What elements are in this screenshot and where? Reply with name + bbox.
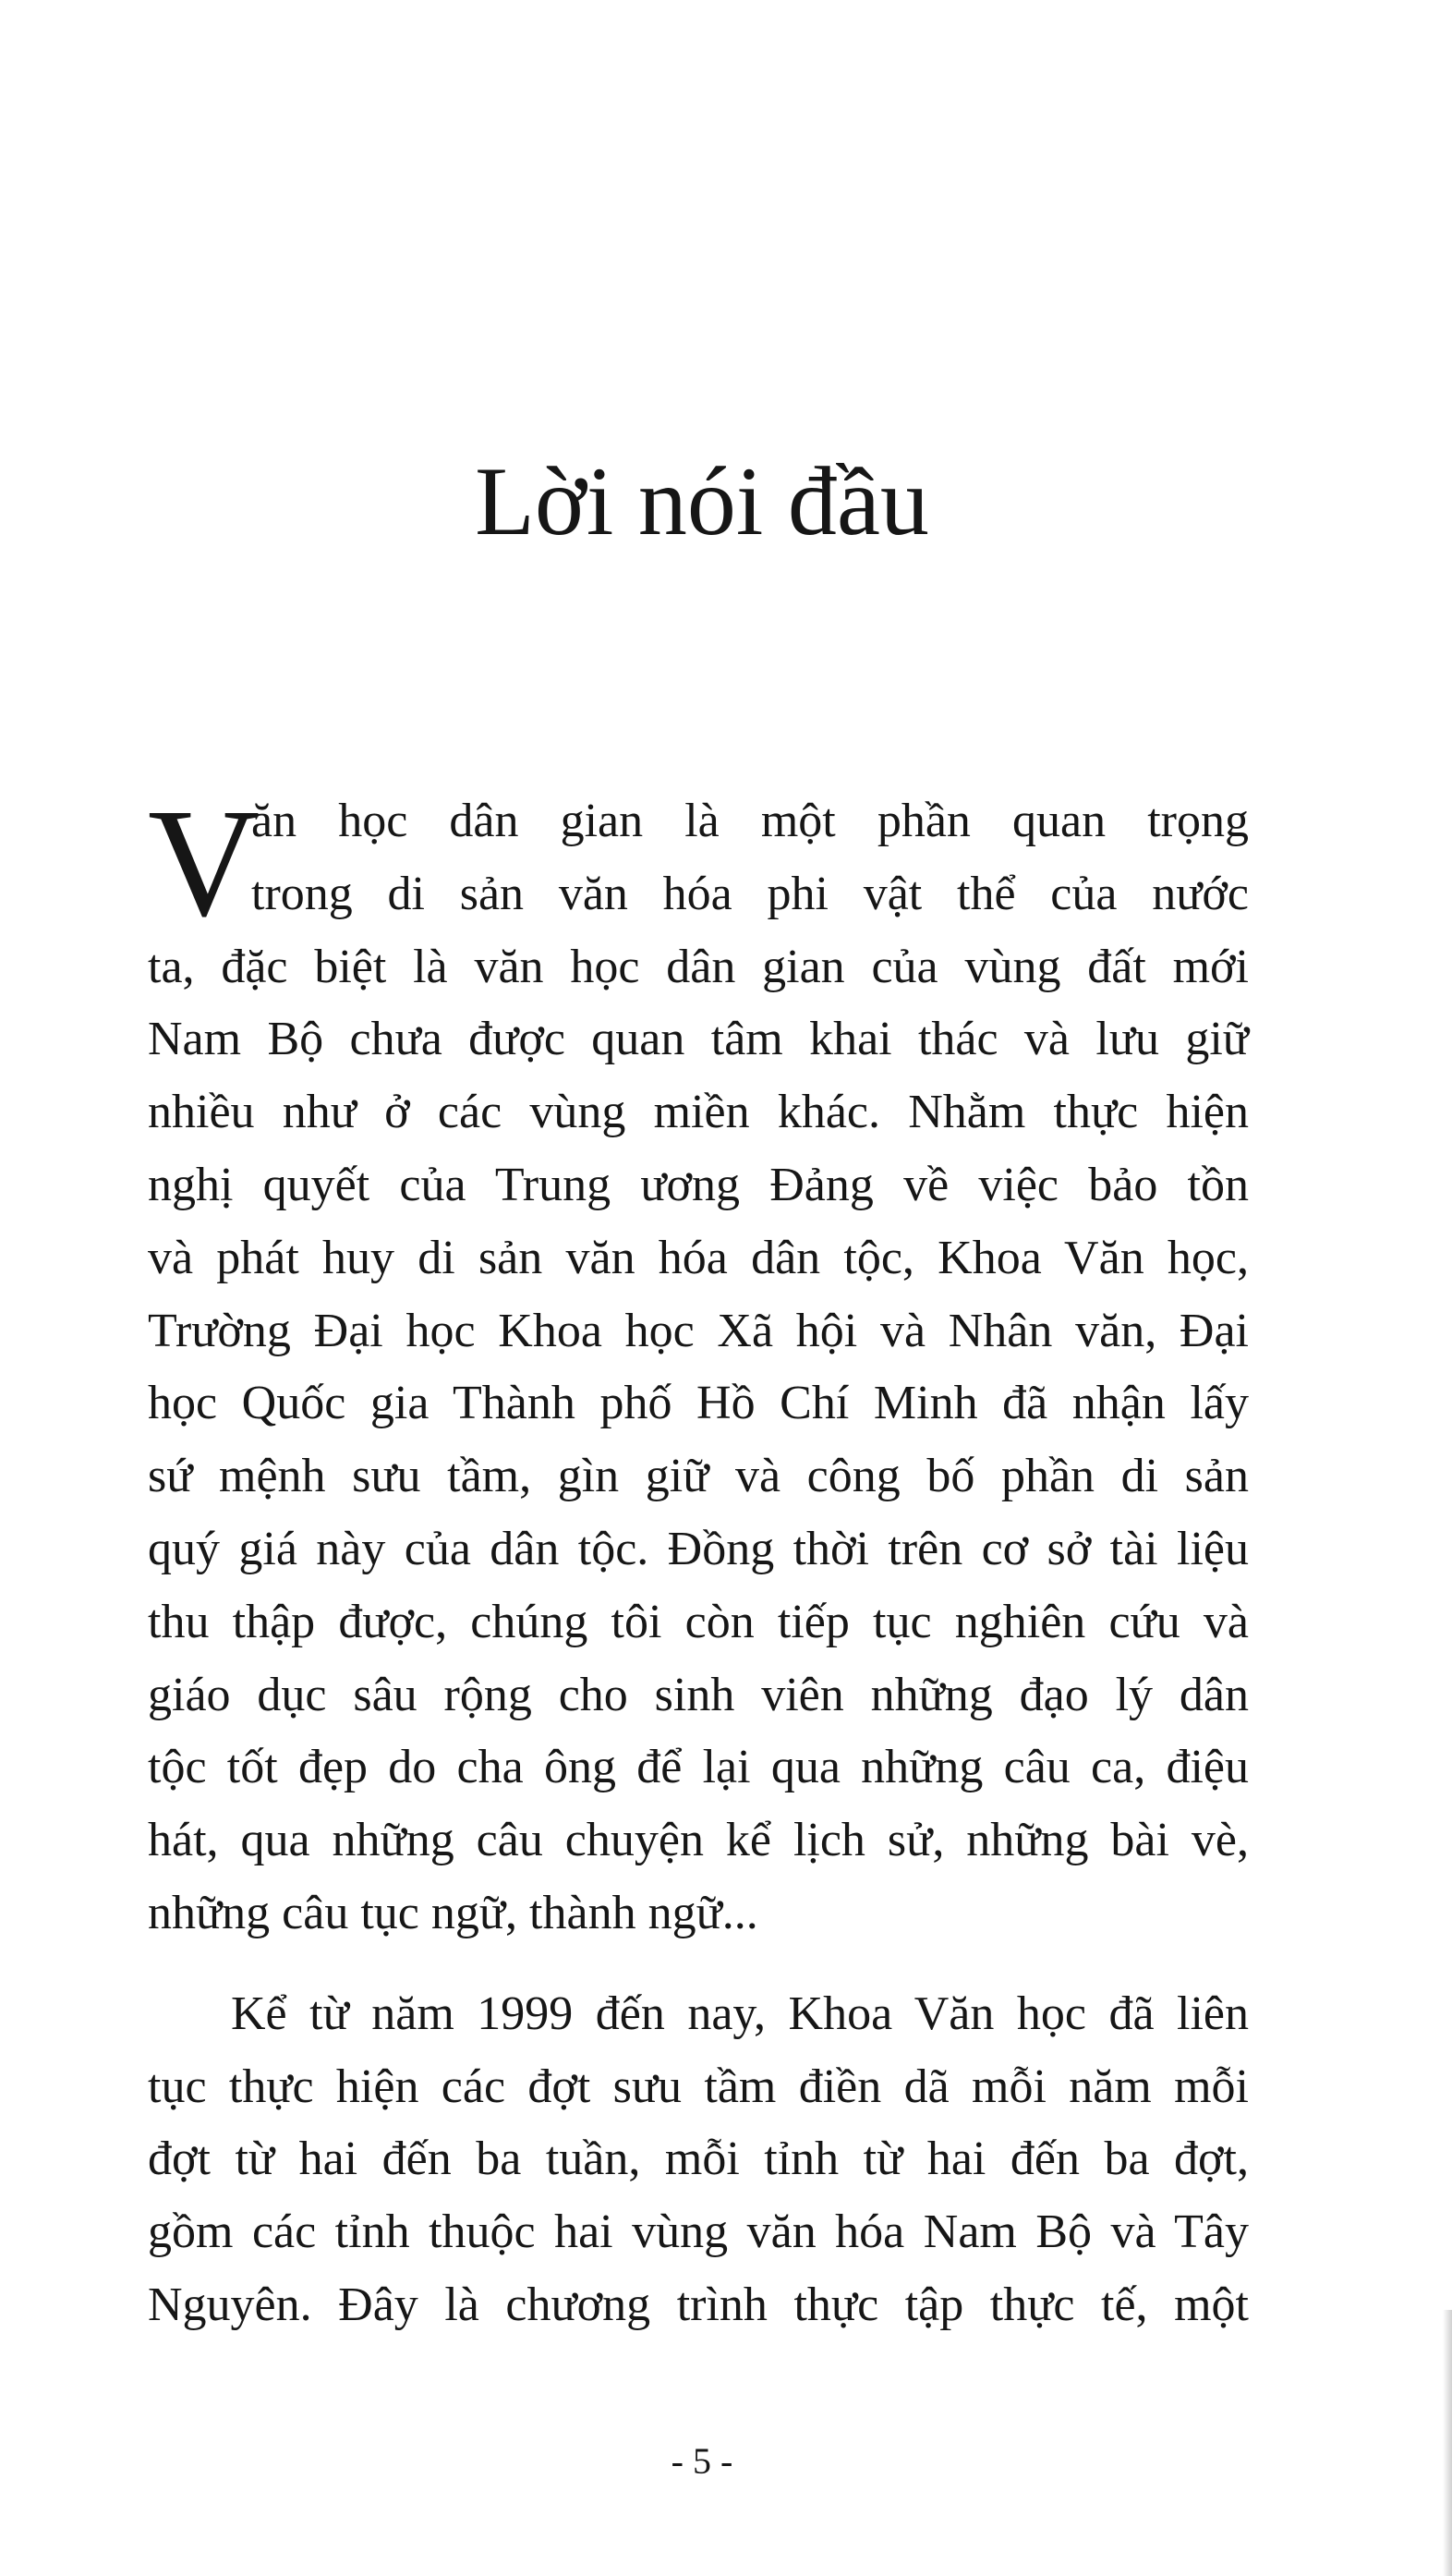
page-number: - 5 - — [671, 2440, 733, 2482]
text-line: Trường Đại học Khoa học Xã hội và Nhân văn, Đại — [148, 1304, 1249, 1357]
text-line: giáo dục sâu rộng cho sinh viên những đạo lý dân — [148, 1668, 1249, 1721]
text-line: đợt từ hai đến ba tuần, mỗi tỉnh từ hai đến ba đợt, — [148, 2132, 1249, 2186]
text-line: tục thực hiện các đợt sưu tầm điền dã mỗi năm mỗi — [148, 2060, 1249, 2113]
body-text — [148, 777, 1249, 2342]
text-line: quý giá này của dân tộc. Đồng thời trên cơ sở tài liệu — [148, 1522, 1249, 1575]
page-title: Lời nói đầu — [475, 447, 929, 555]
paragraph-gap — [148, 1950, 1249, 1978]
text-line: ăn học dân gian là một phần quan trọng — [251, 795, 1249, 847]
text-line: Kể từ năm 1999 đến nay, Khoa Văn học đã liên — [231, 1987, 1249, 2040]
drop-cap: V — [148, 777, 260, 949]
paragraph-2 — [148, 1978, 1249, 2342]
text-line: nhiều như ở các vùng miền khác. Nhằm thực hiện — [148, 1086, 1249, 1139]
text-line: và phát huy di sản văn hóa dân tộc, Khoa Văn học, — [148, 1231, 1249, 1284]
text-line: hát, qua những câu chuyện kể lịch sử, những bài vè, — [148, 1814, 1249, 1867]
text-line: nghị quyết của Trung ương Đảng về việc bảo tồn — [148, 1158, 1249, 1211]
text-line: Nam Bộ chưa được quan tâm khai thác và lưu giữ — [148, 1013, 1249, 1066]
text-line: những câu tục ngữ, thành ngữ... — [148, 1886, 758, 1939]
page-edge-shadow — [1443, 2310, 1452, 2576]
text-line: gồm các tỉnh thuộc hai vùng văn hóa Nam Bộ và Tây — [148, 2205, 1249, 2259]
text-line: tộc tốt đẹp do cha ông để lại qua những câu ca, điệu — [148, 1741, 1249, 1794]
text-line: ta, đặc biệt là văn học dân gian của vùng đất mới — [148, 940, 1249, 993]
text-line: Nguyên. Đây là chương trình thực tập thực tế, một — [148, 2278, 1249, 2331]
text-line: thu thập được, chúng tôi còn tiếp tục nghiên cứu và — [148, 1595, 1249, 1648]
text-line: học Quốc gia Thành phố Hồ Chí Minh đã nhận lấy — [148, 1377, 1249, 1430]
paragraph-1 — [148, 777, 1249, 1950]
text-line: sứ mệnh sưu tầm, gìn giữ và công bố phần di sản — [148, 1450, 1249, 1503]
text-line: trong di sản văn hóa phi vật thể của nước — [251, 867, 1249, 920]
